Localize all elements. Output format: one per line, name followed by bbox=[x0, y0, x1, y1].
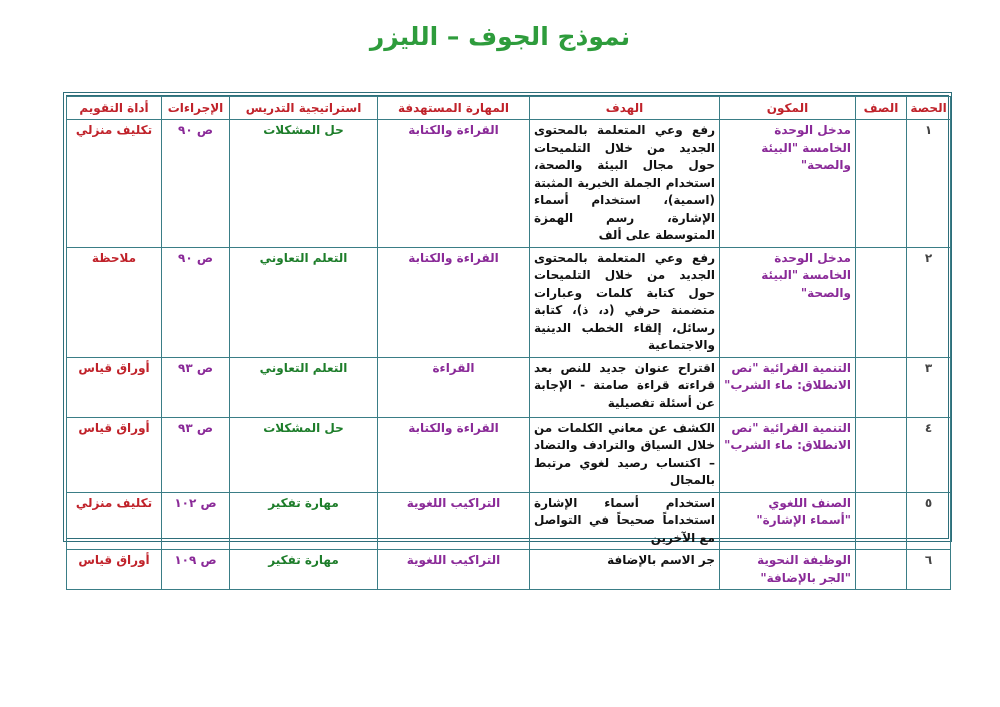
header-goal: الهدف bbox=[530, 97, 720, 120]
strategy-cell: حل المشكلات bbox=[230, 417, 378, 492]
evaluation-cell: أوراق قياس bbox=[67, 357, 162, 417]
header-skill: المهارة المستهدفة bbox=[378, 97, 530, 120]
procedures-cell: ص ٩٠ bbox=[162, 247, 230, 357]
header-component: المكون bbox=[720, 97, 856, 120]
table-row bbox=[67, 550, 951, 590]
goal-cell: استخدام أسماء الإشارة استخداماً صحيحاً في التواصل مع الآخرين bbox=[530, 492, 720, 550]
class-cell bbox=[856, 417, 907, 492]
lesson-number: ٣ bbox=[907, 357, 951, 417]
strategy-cell: التعلم التعاوني bbox=[230, 247, 378, 357]
header-lesson: الحصة bbox=[907, 97, 951, 120]
procedures-cell: ص ١٠٢ bbox=[162, 492, 230, 550]
class-cell bbox=[856, 247, 907, 357]
evaluation-cell: تكليف منزلي bbox=[67, 120, 162, 248]
strategy-cell: حل المشكلات bbox=[230, 120, 378, 248]
component-cell: التنمية القرائية "نص الانطلاق: ماء الشرب" bbox=[720, 417, 856, 492]
goal-cell: رفع وعي المتعلمة بالمحتوى الجديد من خلال التلميحات حول مجال البيئة والصحة، استخدام الجملة الخبرية المثبتة (اسمية)، استخدام أسماء الإشارة، رسم الهمزة المتوسطة على ألف bbox=[530, 120, 720, 248]
class-cell bbox=[856, 120, 907, 248]
strategy-cell: مهارة تفكير bbox=[230, 550, 378, 590]
lesson-number: ٢ bbox=[907, 247, 951, 357]
procedures-cell: ص ٩٣ bbox=[162, 417, 230, 492]
lesson-number: ٤ bbox=[907, 417, 951, 492]
table-row bbox=[67, 247, 951, 357]
procedures-cell: ص ٩٣ bbox=[162, 357, 230, 417]
class-cell bbox=[856, 492, 907, 550]
header-row bbox=[67, 97, 951, 120]
component-cell: مدخل الوحدة الخامسة "البيئة والصحة" bbox=[720, 120, 856, 248]
goal-cell: رفع وعي المتعلمة بالمحتوى الجديد من خلال التلميحات حول كتابة كلمات وعبارات متضمنة حرفي (د، ذ)، كتابة رسائل، إلقاء الخطب الدينية والاجتماعية bbox=[530, 247, 720, 357]
goal-cell: اقتراح عنوان جديد للنص بعد قراءته قراءة صامتة - الإجابة عن أسئلة تفصيلية bbox=[530, 357, 720, 417]
header-class: الصف bbox=[856, 97, 907, 120]
skill-cell: القراءة والكتابة bbox=[378, 120, 530, 248]
skill-cell: القراءة والكتابة bbox=[378, 417, 530, 492]
header-strategy: استراتيجية التدريس bbox=[230, 97, 378, 120]
lesson-number: ٦ bbox=[907, 550, 951, 590]
skill-cell: التراكيب اللغوية bbox=[378, 492, 530, 550]
component-cell: الوظيفة النحوية "الجر بالإضافة" bbox=[720, 550, 856, 590]
evaluation-cell: ملاحظة bbox=[67, 247, 162, 357]
component-cell: التنمية القرائية "نص الانطلاق: ماء الشرب" bbox=[720, 357, 856, 417]
skill-cell: القراءة والكتابة bbox=[378, 247, 530, 357]
strategy-cell: التعلم التعاوني bbox=[230, 357, 378, 417]
evaluation-cell: أوراق قياس bbox=[67, 550, 162, 590]
table-row bbox=[67, 417, 951, 492]
component-cell: مدخل الوحدة الخامسة "البيئة والصحة" bbox=[720, 247, 856, 357]
goal-cell: الكشف عن معاني الكلمات من خلال السياق والترادف والتضاد – اكتساب رصيد لغوي مرتبط بالمجال bbox=[530, 417, 720, 492]
strategy-cell: مهارة تفكير bbox=[230, 492, 378, 550]
skill-cell: التراكيب اللغوية bbox=[378, 550, 530, 590]
class-cell bbox=[856, 357, 907, 417]
header-procedures: الإجراءات bbox=[162, 97, 230, 120]
evaluation-cell: أوراق قياس bbox=[67, 417, 162, 492]
evaluation-cell: تكليف منزلي bbox=[67, 492, 162, 550]
lesson-plan-table bbox=[66, 96, 951, 590]
page-title: نموذج الجوف – الليزر bbox=[369, 22, 631, 51]
lesson-number: ٥ bbox=[907, 492, 951, 550]
table-row bbox=[67, 357, 951, 417]
skill-cell: القراءة bbox=[378, 357, 530, 417]
goal-cell: جر الاسم بالإضافة bbox=[530, 550, 720, 590]
table-row bbox=[67, 120, 951, 248]
class-cell bbox=[856, 550, 907, 590]
procedures-cell: ص ٩٠ bbox=[162, 120, 230, 248]
lesson-number: ١ bbox=[907, 120, 951, 248]
header-evaluation: أداة التقويم bbox=[67, 97, 162, 120]
table-row bbox=[67, 492, 951, 550]
procedures-cell: ص ١٠٩ bbox=[162, 550, 230, 590]
component-cell: الصنف اللغوي "أسماء الإشارة" bbox=[720, 492, 856, 550]
